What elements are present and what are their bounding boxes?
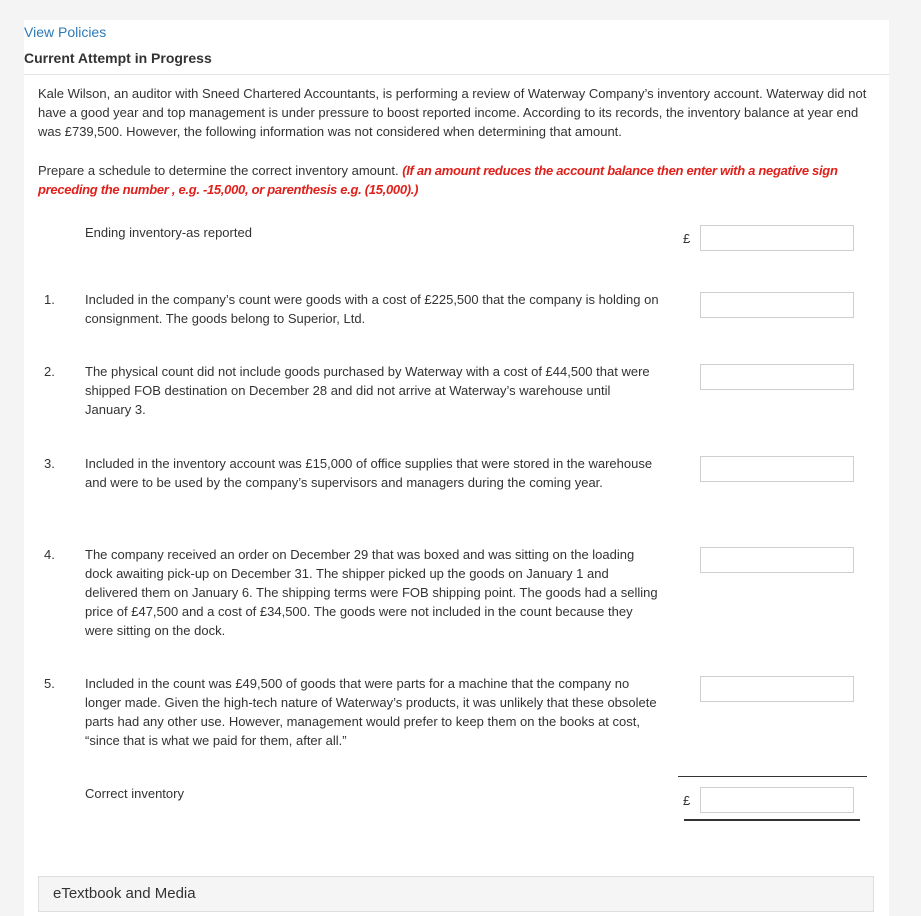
ending-inventory-label: Ending inventory-as reported (85, 225, 252, 240)
attempt-status: Current Attempt in Progress (24, 50, 212, 66)
item-5-text: Included in the count was £49,500 of goods that were parts for a machine that the company no longer made. Given the high-tech nature of Waterway’s products, it was unlikely that these obsolete parts had any other use. However, management would prefer to keep them on the books at cost, “since that is what we paid for them, after all.” (85, 676, 657, 748)
item-5-input[interactable] (700, 676, 854, 702)
question-panel (24, 20, 889, 916)
currency-symbol: £ (683, 231, 691, 246)
item-1-text: Included in the company’s count were goods with a cost of £225,500 that the company is holding on consignment. The goods belong to Superior, Ltd. (85, 292, 659, 326)
item-4-input[interactable] (700, 547, 854, 573)
correct-inventory-input[interactable] (700, 787, 854, 813)
item-number: 5. (44, 676, 55, 691)
item-4-text: The company received an order on December 29 that was boxed and was sitting on the loading dock awaiting pick-up on December 31. The shipper picked up the goods on January 1 and delivered them on January 6. The shipping terms were FOB shipping point. The goods had a selling price of £47,500 and a cost of £34,500. The goods were not included in the count because they were sitting on the dock. (85, 547, 658, 638)
item-number: 2. (44, 364, 55, 379)
item-number: 1. (44, 292, 55, 307)
correct-inventory-label: Correct inventory (85, 786, 184, 801)
item-3-input[interactable] (700, 456, 854, 482)
total-rule-bottom (684, 819, 860, 821)
prepare-text: Prepare a schedule to determine the correct inventory amount. (38, 163, 399, 178)
negative-sign-instruction: (If an amount reduces the account balance then enter with a negative sign preceding the number , e.g. -15,000, or parenthesis e.g. (15,000).) (38, 163, 838, 197)
item-number: 4. (44, 547, 55, 562)
divider (24, 74, 889, 75)
item-2-input[interactable] (700, 364, 854, 390)
total-rule-top (678, 776, 867, 777)
question-intro: Kale Wilson, an auditor with Sneed Chartered Accountants, is performing a review of Waterway Company’s inventory account. Waterway did not have a good year and top management is under pressure to boost reported income. According to its records, the inventory balance at year end was £739,500. However, the following information was not considered when determining that amount. (38, 86, 867, 139)
prepare-instruction (38, 161, 878, 199)
item-2-text: The physical count did not include goods purchased by Waterway with a cost of £44,500 that were shipped FOB destination on December 28 and did not arrive at Waterway’s warehouse until January 3. (85, 364, 650, 417)
item-number: 3. (44, 456, 55, 471)
view-policies-link[interactable]: View Policies (24, 24, 107, 40)
item-3-text: Included in the inventory account was £15,000 of office supplies that were stored in the warehouse and were to be used by the company’s supervisors and managers during the coming year. (85, 456, 653, 490)
ending-inventory-input[interactable] (700, 225, 854, 251)
currency-symbol: £ (683, 793, 691, 808)
item-1-input[interactable] (700, 292, 854, 318)
etextbook-media-button[interactable]: eTextbook and Media (38, 876, 874, 912)
